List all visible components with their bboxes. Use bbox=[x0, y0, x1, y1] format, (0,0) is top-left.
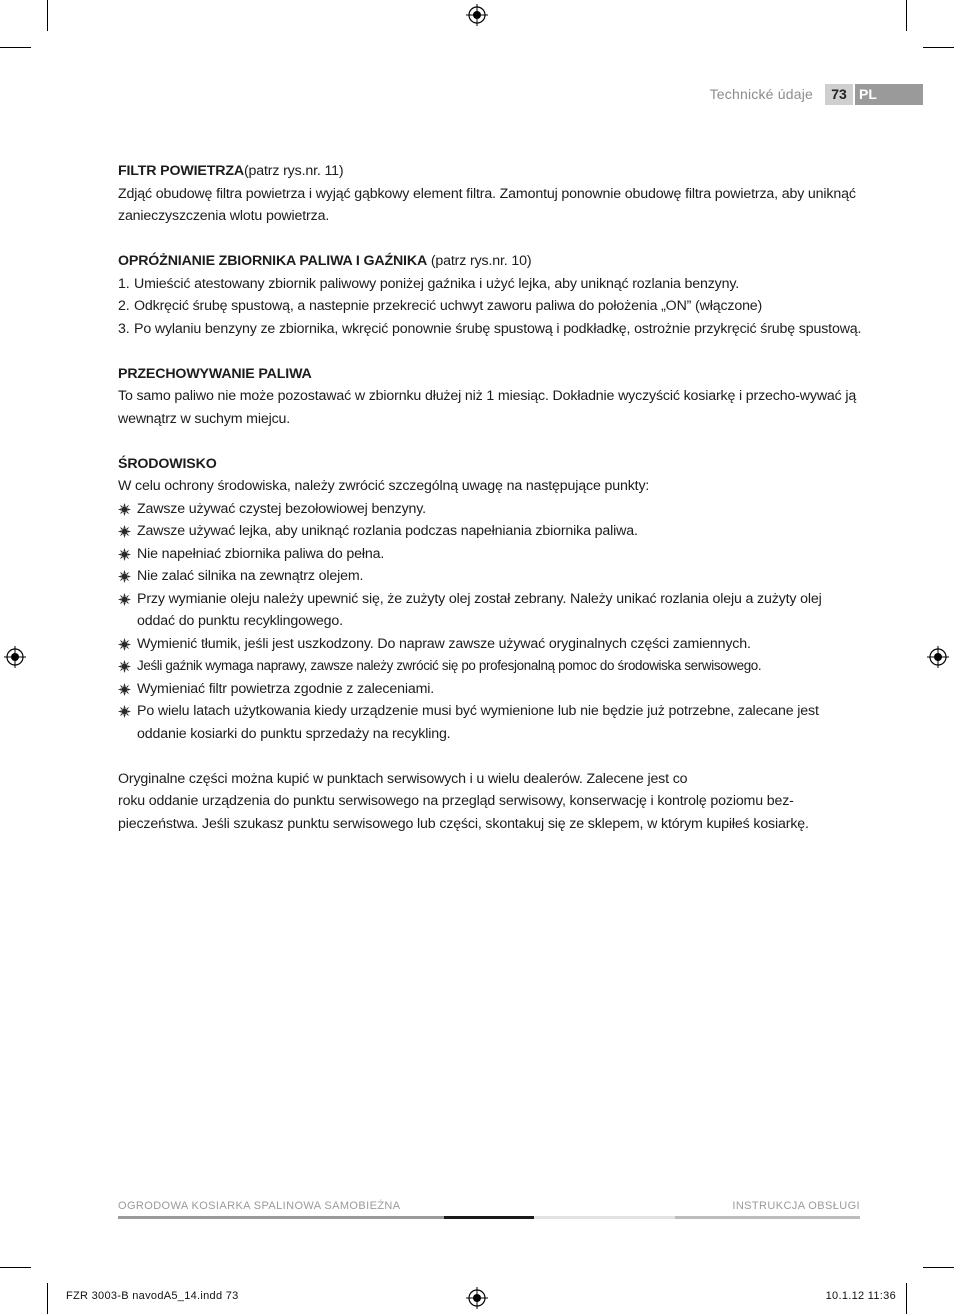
list-item: 3. Po wylaniu benzyny ze zbiornika, wkręcić ponownie śrubę spustową i podkładkę, ostrożnie przykręcić śrubę spustową. bbox=[118, 320, 862, 337]
registration-mark-icon bbox=[466, 1287, 488, 1309]
leaf-bullet-icon bbox=[118, 588, 137, 633]
environment-intro: W celu ochrony środowiska, należy zwrócić szczególną uwagę na następujące punkty: bbox=[118, 478, 650, 494]
crop-mark bbox=[906, 0, 907, 31]
draining-heading: OPRÓŻNIANIE ZBIORNIKA PALIWA I GAŹNIKA (patrz rys.nr. 10) bbox=[118, 253, 532, 269]
registration-mark-icon bbox=[466, 4, 488, 26]
crop-mark bbox=[47, 0, 48, 31]
footer-manual-label: INSTRUKCJA OBSŁUGI bbox=[732, 1200, 860, 1212]
closing-text-line2: roku oddanie urządzenia do punktu serwisowego na przegląd serwisowy, konserwację i kontrolę poziomu bez-pieczeństwa. Jeśli szukasz punktu serwisowego lub części, skontakuj się ze sklepem, w którym kupiłeś kosiarkę. bbox=[118, 793, 809, 832]
list-item: 2. Odkręcić śrubę spustową, a nastepnie przekrecić uchwyt zaworu paliwa do położenia „ON” (włączone) bbox=[118, 298, 763, 314]
list-item: Wymieniać filtr powietrza zgodnie z zaleceniami. bbox=[118, 678, 862, 701]
leaf-bullet-icon bbox=[118, 498, 137, 521]
environment-heading: ŚRODOWISKO bbox=[118, 455, 217, 472]
list-item: Zawsze używać lejka, aby uniknąć rozlania podczas napełniania zbiornika paliwa. bbox=[118, 520, 862, 543]
footer-bar bbox=[444, 1216, 534, 1219]
section-title: Technické údaje bbox=[709, 86, 813, 102]
list-item: Przy wymianie oleju należy upewnić się, że zużyty olej został zebrany. Należy unikać rozlania oleju a zużyty olej oddać do punktu recyklingowego. bbox=[118, 588, 862, 633]
leaf-bullet-icon bbox=[118, 678, 137, 701]
storage-text: To samo paliwo nie może pozostawać w zbiornku dłużej niż 1 miesiąc. Dokładnie wyczyścić kosiarkę i przecho-wywać ją wewnątrz w suchym miejcu. bbox=[118, 388, 857, 427]
leaf-bullet-icon bbox=[118, 633, 137, 656]
leaf-bullet-icon bbox=[118, 700, 137, 745]
crop-mark bbox=[0, 47, 31, 48]
registration-mark-icon bbox=[927, 646, 949, 668]
list-item: Nie napełniać zbiornika paliwa do pełna. bbox=[118, 543, 862, 566]
language-tab: PL bbox=[855, 84, 923, 105]
storage-heading: PRZECHOWYWANIE PALIWA bbox=[118, 365, 312, 382]
leaf-bullet-icon bbox=[118, 520, 137, 543]
print-file-info: FZR 3003-B navodA5_14.indd 73 bbox=[66, 1290, 239, 1302]
crop-mark bbox=[47, 1283, 48, 1314]
footer-bar bbox=[118, 1216, 444, 1219]
air-filter-heading: FILTR POWIETRZA(patrz rys.nr. 11) bbox=[118, 163, 344, 179]
closing-text-line1: Oryginalne części można kupić w punktach serwisowych i u wielu dealerów. Zalecene jest co bbox=[118, 770, 688, 787]
list-item: Nie zalać silnika na zewnątrz olejem. bbox=[118, 565, 862, 588]
print-date-info: 10.1.12 11:36 bbox=[825, 1290, 896, 1302]
footer-product-name: OGRODOWA KOSIARKA SPALINOWA SAMOBIEŻNA bbox=[118, 1200, 401, 1212]
list-item: 1. Umieścić atestowany zbiornik paliwowy poniżej gaźnika i użyć lejka, aby uniknąć rozlania benzyny. bbox=[118, 275, 740, 292]
crop-mark bbox=[923, 1267, 954, 1268]
list-item: Po wielu latach użytkowania kiedy urządzenie musi być wymienione lub nie będzie już potrzebne, zalecane jest oddanie kosiarki do punktu sprzedaży na recykling. bbox=[118, 700, 862, 745]
crop-mark bbox=[923, 47, 954, 48]
crop-mark bbox=[0, 1267, 31, 1268]
leaf-bullet-icon bbox=[118, 655, 137, 678]
footer-bar bbox=[534, 1216, 675, 1219]
leaf-bullet-icon bbox=[118, 565, 137, 588]
footer-bar bbox=[675, 1216, 860, 1219]
page-content bbox=[118, 160, 862, 835]
registration-mark-icon bbox=[4, 646, 26, 668]
leaf-bullet-icon bbox=[118, 543, 137, 566]
list-item: Wymienić tłumik, jeśli jest uszkodzony. Do napraw zawsze używać oryginalnych części zamiennych. bbox=[118, 633, 862, 656]
crop-mark bbox=[906, 1283, 907, 1314]
list-item: Zawsze używać czystej bezołowiowej benzyny. bbox=[118, 498, 862, 521]
air-filter-text: Zdjąć obudowę filtra powietrza i wyjąć gąbkowy element filtra. Zamontuj ponownie obudowę filtra powietrza, aby uniknąć zanieczyszczenia wlotu powietrza. bbox=[118, 185, 856, 224]
list-item: Jeśli gaźnik wymaga naprawy, zawsze należy zwrócić się po profesjonalną pomoc do środowiska serwisowego. bbox=[118, 655, 862, 678]
page-number: 73 bbox=[825, 84, 853, 105]
